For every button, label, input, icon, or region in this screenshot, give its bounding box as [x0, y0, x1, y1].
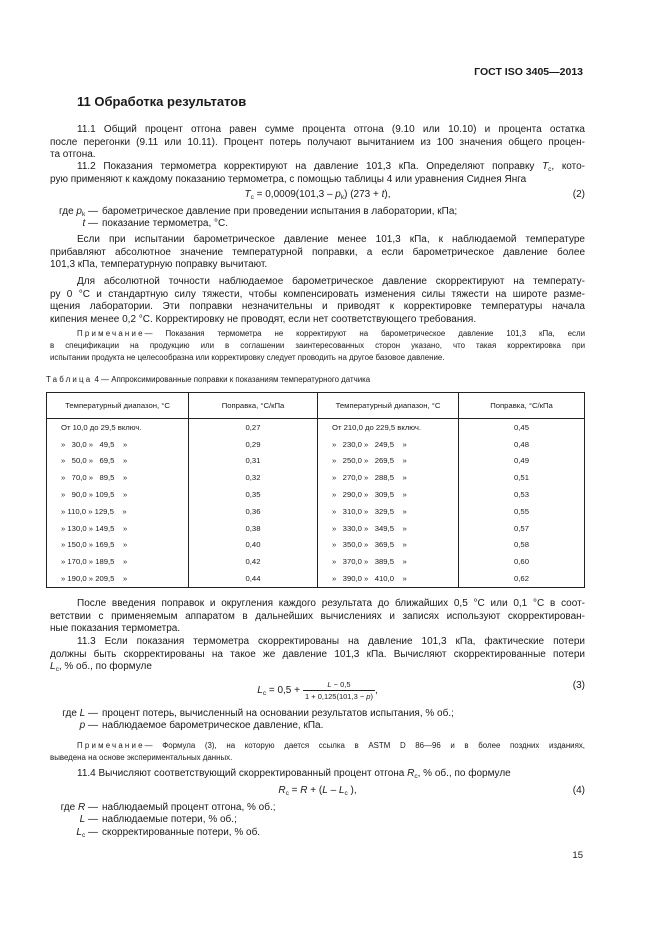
range-cell: » 330,0 » 349,5 » [318, 520, 459, 537]
table-row [47, 486, 585, 503]
table-row [47, 553, 585, 570]
text-segment: – [327, 785, 339, 796]
formula-3-fraction [303, 680, 375, 701]
formula-2 [50, 189, 585, 203]
range-cell: » 30,0 » 49,5 » [47, 436, 189, 453]
table-header-row [47, 393, 585, 419]
correction-cell: 0,48 [459, 436, 585, 453]
text-segment: L [257, 685, 263, 697]
text-segment: R [77, 802, 86, 813]
range-cell: » 230,0 » 249,5 » [318, 436, 459, 453]
text-line: рую применяют к каждому показанию термометра, с помощью таблицы 4 или уравнения Сиднея Янга [50, 173, 527, 185]
table-row [47, 570, 585, 587]
text-segment: , % об., по формуле [58, 661, 152, 673]
range-cell: » 150,0 » 169,5 » [47, 537, 189, 554]
correction-cell: 0,45 [459, 419, 585, 436]
dash: — [85, 814, 98, 826]
text-segment: L [79, 814, 86, 826]
formula-3-tail: , [374, 685, 378, 697]
formula-4-expression [50, 785, 585, 797]
paragraph-11-4 [50, 768, 585, 781]
section-title: 11 Обработка результатов [77, 94, 247, 109]
text-segment: Примечание [77, 329, 145, 338]
definition-text: наблюдаемый процент отгона, % об.; [102, 802, 276, 813]
dash: — [85, 206, 98, 217]
definition-prefix: где [60, 802, 78, 813]
definition-item [50, 827, 585, 839]
text-segment: c [344, 790, 348, 797]
text-line [50, 661, 585, 674]
text-line: ру 0 °С и стандартную силу тяжести, чтобы компенсировать изменения силы тяжести на широте разме- [50, 288, 585, 300]
text-segment: L [338, 785, 345, 796]
range-cell: » 90,0 » 109,5 » [47, 486, 189, 503]
formula-4 [50, 785, 585, 799]
correction-cell: 0,42 [189, 553, 318, 570]
definition-term [50, 206, 98, 218]
correction-cell: 0,44 [189, 570, 318, 587]
range-cell: » 250,0 » 269,5 » [318, 453, 459, 470]
text-segment: L [322, 785, 328, 796]
range-cell: » 350,0 » 369,5 » [318, 537, 459, 554]
text-segment: — Показания термометра не корректируют на барометрическое давление 101,3 кПа, если [144, 329, 585, 338]
table-row [47, 503, 585, 520]
paragraph-pressure-correction [50, 234, 585, 272]
correction-cell: 0,40 [189, 537, 318, 554]
correction-cell: 0,27 [189, 419, 318, 436]
dash: — [85, 826, 98, 838]
range-cell: » 310,0 » 329,5 » [318, 503, 459, 520]
text-segment: c [250, 194, 254, 201]
correction-cell: 0,35 [189, 486, 318, 503]
table-row [47, 469, 585, 486]
definition-text: наблюдаемые потери, % об.; [102, 814, 237, 826]
text-line [50, 328, 585, 340]
table-4-caption [46, 374, 581, 386]
col-header-range-2: Температурный диапазон, °С [318, 393, 459, 419]
paragraph-11-1 [50, 124, 585, 162]
correction-cell: 0,31 [189, 453, 318, 470]
text-line: 11.1 Общий процент отгона равен сумме процента отгона (9.10 или 10.10) и процента остатка [77, 124, 585, 135]
text-line: должны быть скорректированы на такое же давление 101,3 кПа. Вычисляют скорректированные потери [50, 648, 585, 660]
text-segment: c [262, 690, 267, 698]
table-row [47, 453, 585, 470]
definition-item [50, 720, 585, 732]
text-segment: + ( [307, 785, 323, 796]
paragraph-11-2 [50, 161, 585, 186]
definition-term [50, 218, 98, 230]
correction-cell: 0,38 [189, 520, 318, 537]
text-segment: c [414, 773, 418, 780]
text-segment: L [50, 661, 56, 673]
text-line: кипения менее 0,2 °С. Корректировку не проводят, если нет соответствующего требования. [50, 313, 477, 325]
text-segment: R [278, 785, 286, 796]
text-line: щения лаборатории. Эти поправки незначительны и приводят к корректировке температуры начала [50, 301, 585, 313]
definition-term [50, 814, 98, 826]
range-cell: » 170,0 » 189,5 » [47, 553, 189, 570]
text-segment: p [366, 692, 371, 701]
formula-3-numerator [325, 680, 352, 690]
text-segment: , % об., по формуле [417, 768, 511, 779]
formula-3-lhs [257, 685, 300, 696]
paragraph-11-3 [50, 636, 585, 674]
definition-term [50, 708, 98, 720]
text-segment: R [407, 768, 415, 779]
col-header-correction-1: Поправка, °С/кПа [189, 393, 318, 419]
correction-cell: 0,57 [459, 520, 585, 537]
text-segment: = [288, 785, 301, 796]
dash: — [85, 708, 98, 719]
correction-cell: 0,55 [459, 503, 585, 520]
correction-cell: 0,60 [459, 553, 585, 570]
text-segment: ) [370, 692, 373, 701]
correction-cell: 0,58 [459, 537, 585, 554]
text-line: Для абсолютной точности наблюдаемое барометрическое давление скорректируют на температу- [77, 276, 585, 287]
text-segment: c [285, 790, 289, 797]
correction-cell: 0,51 [459, 469, 585, 486]
text-line [50, 768, 585, 781]
definition-text: скорректированные потери, % об. [102, 826, 261, 838]
paragraph-after-correction [50, 598, 585, 636]
formula-3-expression [50, 680, 585, 701]
text-segment: ) (273 + [344, 189, 382, 200]
range-cell: » 50,0 » 69,5 » [47, 453, 189, 470]
text-segment: ), [384, 189, 391, 200]
definition-term [50, 720, 98, 732]
text-line [50, 740, 585, 752]
text-line: в спецификации на продукцию или в соглашении заинтересованных сторон указано, что такая корректировка при [50, 341, 585, 350]
where-list-3 [50, 802, 585, 839]
definition-item [50, 814, 585, 826]
text-line: 11.3 Если показания термометра скорректированы на давление 101,3 кПа, фактические потери [77, 636, 585, 647]
definition-text: показание термометра, °С. [102, 218, 229, 230]
range-cell: » 290,0 » 309,5 » [318, 486, 459, 503]
text-segment: 1 + 0,125(101,3 − [304, 692, 367, 701]
range-cell: » 390,0 » 410,0 » [318, 570, 459, 587]
correction-cell: 0,49 [459, 453, 585, 470]
text-line: ные показания термометра. [50, 623, 181, 635]
table-4 [46, 392, 585, 588]
where-list-2 [50, 708, 585, 733]
range-cell: » 270,0 » 288,5 » [318, 469, 459, 486]
formula-4-number: (4) [572, 785, 585, 796]
col-header-range-1: Температурный диапазон, °С [47, 393, 189, 419]
text-segment: p [79, 720, 86, 732]
text-segment: 4 — Аппроксимированные поправки к показаниям температурного датчика [92, 375, 371, 384]
where-list-1 [50, 206, 585, 231]
text-segment: k [81, 211, 86, 218]
text-segment: c [548, 166, 552, 173]
text-segment: Примечание [77, 741, 145, 750]
range-cell: » 190,0 » 209,5 » [47, 570, 189, 587]
formula-2-number: (2) [572, 189, 585, 200]
definition-term [50, 827, 98, 839]
text-segment: 11.4 Вычисляют соответствующий скорректированный процент отгона [77, 768, 408, 779]
formula-2-expression [50, 189, 585, 201]
definition-text: процент потерь, вычисленный на основании результатов испытания, % об.; [102, 708, 454, 719]
definition-text: барометрическое давление при проведении испытания в лаборатории, кПа; [102, 206, 458, 217]
text-segment: , кото- [551, 161, 585, 172]
text-segment: T [244, 189, 251, 200]
correction-cell: 0,32 [189, 469, 318, 486]
definition-item [50, 802, 585, 814]
note-1 [50, 328, 585, 364]
range-cell: От 210,0 до 229,5 включ. [318, 419, 459, 436]
text-segment: 11.2 Показания термометра корректируют на давление 101,3 кПа. Определяют поправку [77, 161, 543, 172]
range-cell: От 10,0 до 29,5 включ. [47, 419, 189, 436]
text-segment: k [340, 194, 345, 201]
text-segment: — Формула (3), на которую дается ссылка в ASTM D 86—96 и в более поздних изданиях, [144, 741, 585, 750]
range-cell: » 110,0 » 129,5 » [47, 503, 189, 520]
paragraph-absolute-accuracy [50, 276, 585, 326]
table-row [47, 419, 585, 436]
text-line: испытании продукта не целесообразна или корректировку следует проводить на другое базовое давление. [50, 353, 445, 362]
range-cell: » 370,0 » 389,5 » [318, 553, 459, 570]
definition-item [50, 206, 585, 218]
dash: — [85, 218, 98, 230]
text-line [50, 161, 585, 174]
formula-3-denominator [303, 690, 375, 701]
definition-prefix: где [59, 206, 77, 217]
text-segment: Таблица [46, 375, 93, 384]
correction-cell: 0,62 [459, 570, 585, 587]
text-segment: c [81, 831, 86, 839]
text-line: прибавляют абсолютное значение температурной поправки, а если барометрическое давление более [50, 246, 585, 258]
definition-text: наблюдаемое барометрическое давление, кПа. [102, 720, 324, 732]
text-segment: T [542, 161, 549, 172]
text-segment: = 0,0009(101,3 – [253, 189, 336, 200]
page-number: 15 [572, 850, 583, 861]
text-line: Если при испытании барометрическое давление менее 101,3 кПа, к наблюдаемой температуре [77, 234, 585, 245]
correction-cell: 0,29 [189, 436, 318, 453]
definition-prefix: где [62, 708, 80, 719]
formula-3-number: (3) [572, 680, 585, 691]
text-segment: t [82, 218, 86, 230]
text-segment: L [76, 826, 82, 838]
text-segment: L [327, 680, 332, 689]
dash: — [85, 720, 98, 732]
dash: — [85, 802, 98, 813]
range-cell: » 70,0 » 89,5 » [47, 469, 189, 486]
text-segment: p [335, 189, 341, 200]
text-line: ветствии с применяемым аппаратом в дальнейших вычислениях и записях используют скорректирован- [50, 610, 585, 622]
table-row [47, 537, 585, 554]
definition-item [50, 218, 585, 230]
text-segment: ), [347, 785, 357, 796]
definition-term [50, 802, 98, 814]
text-segment: t [381, 189, 385, 200]
range-cell: » 130,0 » 149,5 » [47, 520, 189, 537]
text-line: 101,3 кПа, температурную поправку вычитают. [50, 259, 268, 271]
correction-cell: 0,36 [189, 503, 318, 520]
text-segment: p [76, 206, 82, 217]
text-line: выведена на основе экспериментальных данных. [50, 753, 233, 762]
text-line [46, 374, 581, 386]
col-header-correction-2: Поправка, °С/кПа [459, 393, 585, 419]
correction-cell: 0,53 [459, 486, 585, 503]
text-line: та отгона. [50, 149, 96, 161]
note-2 [50, 740, 585, 764]
text-segment: c [55, 666, 59, 674]
formula-3 [50, 676, 585, 702]
definition-item [50, 708, 585, 720]
text-segment: = 0,5 + [266, 685, 300, 697]
table-row [47, 520, 585, 537]
document-header: ГОСТ ISO 3405—2013 [474, 66, 583, 78]
text-segment: L [79, 708, 86, 719]
text-line: После введения поправок и округления каждого результата до ближайших 0,5 °С или 0,1 °С в соот- [77, 598, 585, 609]
text-segment: − 0,5 [331, 680, 351, 689]
text-segment: R [300, 785, 308, 796]
table-row [47, 436, 585, 453]
text-line: после перегонки (9.11 или 10.11). Процент потерь получают вычитанием из 100 значения общего процен- [50, 136, 585, 148]
